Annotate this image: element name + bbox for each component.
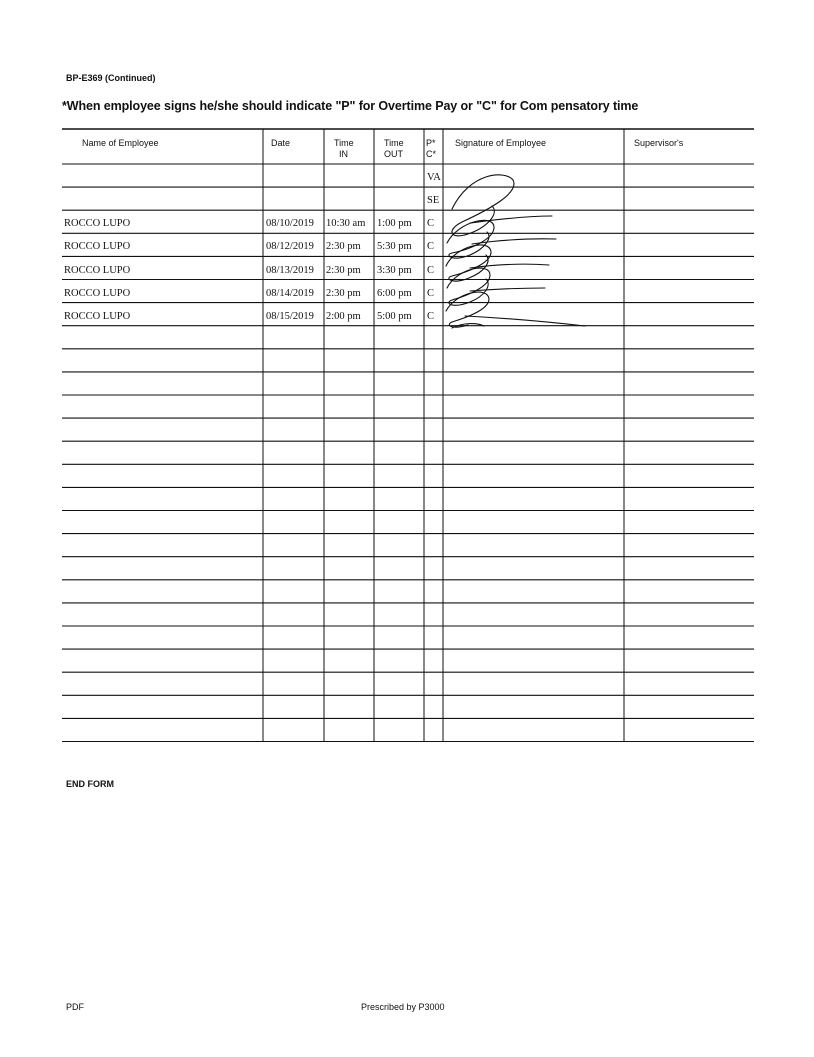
cell-pc: C (427, 218, 435, 230)
cell-pc: C (427, 241, 435, 253)
cell-time-out: 6:00 pm (377, 287, 412, 299)
cell-name: ROCCO LUPO (64, 310, 131, 322)
header-date: Date (271, 138, 291, 148)
footer-left: PDF (66, 1002, 84, 1012)
instruction-heading: *When employee signs he/she should indicate "P" for Overtime Pay or "C" for Com pensatory time (62, 99, 639, 113)
cell-date: 08/10/2019 (266, 218, 314, 230)
cell-pc: C (427, 287, 435, 299)
header-signature: Signature of Employee (455, 138, 547, 148)
header-time-in-sub: IN (339, 149, 348, 159)
header-time-in: Time (334, 138, 354, 148)
employee-signature (446, 175, 585, 328)
cell-time-in: 10:30 am (326, 218, 366, 230)
header-time-out-sub: OUT (384, 149, 403, 159)
cell-time-out: 3:30 pm (377, 264, 412, 276)
end-form-label: END FORM (66, 779, 114, 789)
cell-time-in: 2:00 pm (326, 310, 361, 322)
cell-pc: SE (427, 195, 440, 207)
footer-prescribed: Prescribed by P3000 (361, 1002, 445, 1012)
cell-time-out: 1:00 pm (377, 218, 412, 230)
cell-date: 08/12/2019 (266, 241, 314, 253)
cell-time-out: 5:30 pm (377, 241, 412, 253)
cell-pc: C (427, 310, 435, 322)
cell-name: ROCCO LUPO (64, 287, 131, 299)
header-name: Name of Employee (82, 138, 159, 148)
cell-name: ROCCO LUPO (64, 264, 131, 276)
header-time-out: Time (384, 138, 404, 148)
cell-time-in: 2:30 pm (326, 241, 361, 253)
cell-time-in: 2:30 pm (326, 287, 361, 299)
header-supervisor: Supervisor's (634, 138, 684, 148)
cell-name: ROCCO LUPO (64, 218, 131, 230)
form-id: BP-E369 (Continued) (66, 73, 156, 83)
cell-time-in: 2:30 pm (326, 264, 361, 276)
cell-date: 08/15/2019 (266, 310, 314, 322)
cell-name: ROCCO LUPO (64, 241, 131, 253)
header-pc-sub: C* (426, 149, 437, 159)
cell-date: 08/13/2019 (266, 264, 314, 276)
cell-time-out: 5:00 pm (377, 310, 412, 322)
cell-pc: VA (427, 172, 441, 184)
cell-date: 08/14/2019 (266, 287, 314, 299)
cell-pc: C (427, 264, 435, 276)
header-pc: P* (426, 138, 436, 148)
